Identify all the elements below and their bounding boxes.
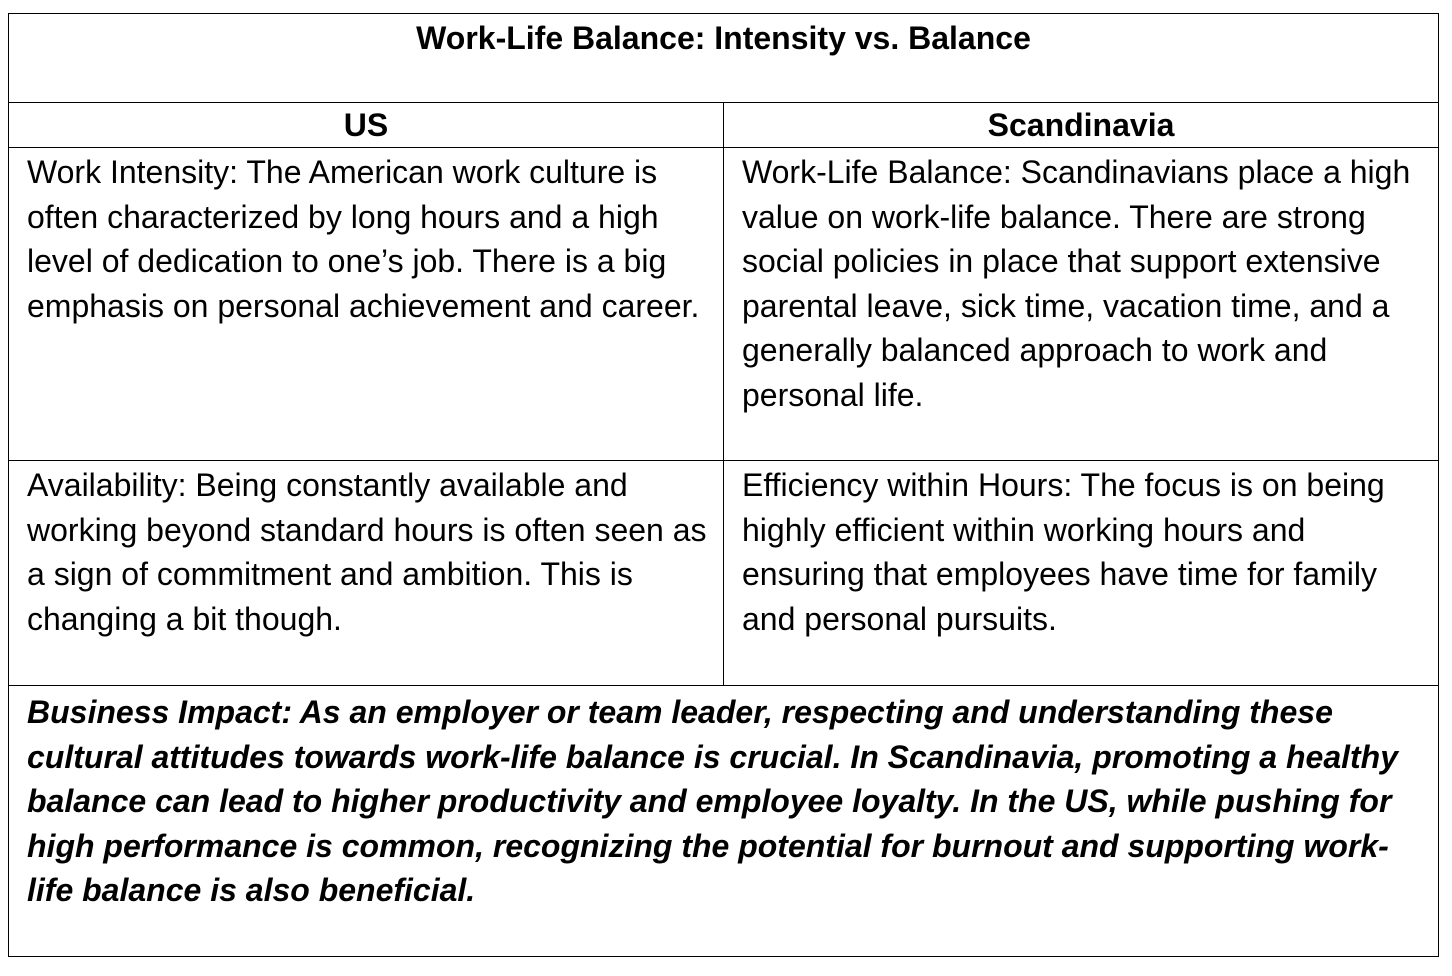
- cell-text: Efficiency within Hours: The focus is on being highly efficient within working hours and ensuring that employees have time for family and personal pursuits.: [742, 467, 1385, 637]
- cell-text: Availability: Being constantly available and working beyond standard hours is often seen as a sign of commitment and ambition. This is changing a bit though.: [27, 467, 707, 637]
- cell-scandinavia-efficiency: [724, 461, 1439, 686]
- header-row: [9, 103, 1439, 148]
- title-row: [9, 14, 1439, 103]
- column-header-us-label: US: [343, 107, 389, 143]
- table-title: Work-Life Balance: Intensity vs. Balance: [416, 20, 1031, 56]
- cell-us-availability: [9, 461, 724, 686]
- business-impact-text: Business Impact: As an employer or team leader, respecting and understanding these cultural attitudes towards work-life balance is crucial. In Scandinavia, promoting a healthy balance can lead to higher productivity and employee loyalty. In the US, while pushing for high performance is common, recognizing the potential for burnout and supporting work-life balance is also beneficial.: [27, 694, 1398, 908]
- table-row: [9, 148, 1439, 461]
- column-header-us: [9, 103, 724, 148]
- column-header-scandinavia-label: Scandinavia: [987, 107, 1175, 143]
- comparison-table: [8, 13, 1439, 957]
- business-impact-cell: [9, 686, 1439, 957]
- cell-text: Work Intensity: The American work culture is often characterized by long hours and a high level of dedication to one’s job. There is a big emphasis on personal achievement and career.: [27, 154, 700, 324]
- cell-scandinavia-work-life-balance: [724, 148, 1439, 461]
- cell-us-work-intensity: [9, 148, 724, 461]
- cell-text: Work-Life Balance: Scandinavians place a high value on work-life balance. There are strong social policies in place that support extensive parental leave, sick time, vacation time, and a generally balanced approach to work and personal life.: [742, 154, 1411, 413]
- column-header-scandinavia: [724, 103, 1439, 148]
- table-row: [9, 461, 1439, 686]
- impact-row: [9, 686, 1439, 957]
- title-cell: [9, 14, 1439, 103]
